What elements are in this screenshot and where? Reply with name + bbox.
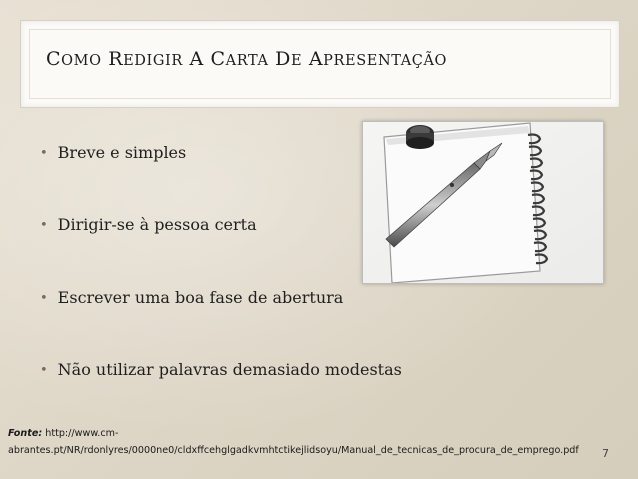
bullet-text: Escrever uma boa fase de abertura	[57, 288, 344, 307]
bullet-text: Breve e simples	[57, 143, 187, 162]
bullet-icon: •	[40, 291, 48, 306]
title-text	[46, 48, 447, 70]
bullet-item	[40, 288, 343, 307]
title-initial: C	[210, 48, 226, 70]
title-initial: R	[108, 48, 124, 70]
title-initial: A	[308, 48, 324, 70]
bullet-icon: •	[40, 218, 48, 233]
bullet-icon: •	[40, 363, 48, 378]
notebook-icon	[384, 123, 540, 283]
bullet-icon: •	[40, 146, 48, 161]
source-citation	[8, 425, 593, 459]
bullet-item	[40, 215, 257, 234]
title-initial: C	[46, 48, 62, 70]
slide-title	[46, 48, 447, 70]
source-label: Fonte:	[8, 428, 43, 439]
ink-bottle-icon	[406, 125, 434, 149]
title-initial: D	[275, 48, 292, 70]
page-number: 7	[602, 447, 609, 460]
title-smallcaps: E	[291, 53, 303, 69]
title-smallcaps: EDIGIR	[123, 53, 183, 69]
title-smallcaps: ARTA	[225, 53, 269, 69]
title-smallcaps: OMO	[61, 53, 102, 69]
source-link[interactable]: http://www.cm-abrantes.pt/NR/rdonlyres/0000ne0/cldxffcehglgadkvmhtctikejlidsoyu/Manual_de_tecnicas_de_procura_de_emprego.pdf	[8, 428, 579, 456]
title-initial: A	[189, 48, 204, 70]
title-smallcaps: PRESENTAÇÃO	[323, 53, 448, 69]
notebook-pen-photo	[362, 121, 604, 284]
bullet-item	[40, 143, 186, 162]
bullet-item	[40, 360, 402, 379]
bullet-text: Dirigir-se à pessoa certa	[57, 215, 257, 234]
bullet-text: Não utilizar palavras demasiado modestas	[57, 360, 402, 379]
